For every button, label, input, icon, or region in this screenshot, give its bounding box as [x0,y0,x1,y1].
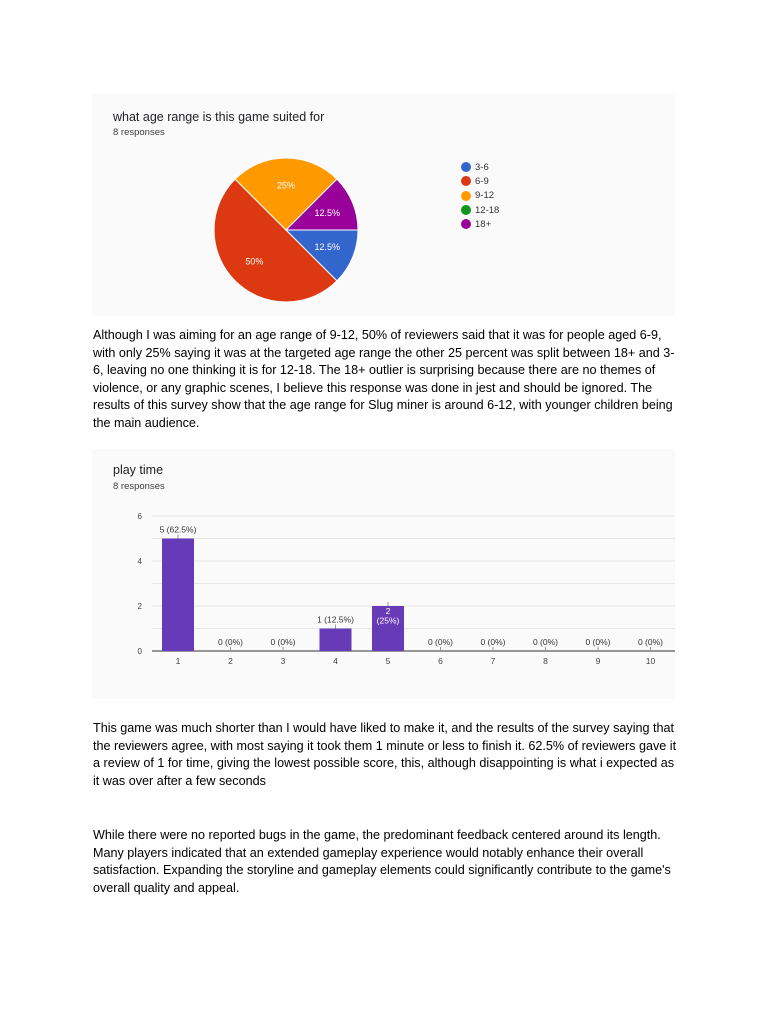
age-range-chart-card [92,94,675,316]
legend-item-12-18 [461,203,499,217]
response-count: 8 responses [113,481,165,492]
x-tick-label: 2 [228,656,233,666]
legend-swatch [461,162,471,172]
x-tick-label: 1 [175,656,181,666]
age-analysis-paragraph: Although I was aiming for an age range of 9-12, 50% of reviewers said that it was for people aged 6-9, with only 25% saying it was at the targeted age range the other 25 percent was split between 18+ and 3-6, leaving no one thinking it is for 12-18. The 18+ outlier is surprising because there are no themes of violence, or any graphic scenes, I believe this response was done in jest and should be ignored. The results of this survey show that the age range for Slug miner is around 6-12, with younger children being the main audience. [93,328,675,430]
play-time-analysis-paragraph: This game was much shorter than I would have liked to make it, and the results of the survey saying that the reviewers agree, with most saying it took them 1 minute or less to finish it. 62.5% of reviewers gave it a review of 1 for time, giving the lowest possible score, this, although disappointing is what i expected as it was over after a few seconds [93,721,677,788]
pie-slice-label: 50% [245,256,264,267]
data-label: 2 (25%) [376,606,400,626]
x-tick-label: 3 [280,656,286,666]
legend-label: 6-9 [475,175,489,187]
pie-chart [92,94,675,316]
bar-chart [92,449,675,699]
y-tick-label: 2 [137,602,142,611]
data-label: 0 (0%) [585,637,611,647]
pie-slice-label: 12.5% [314,242,341,253]
data-label: 5 (62.5%) [159,524,197,535]
data-label: 0 (0%) [637,637,664,647]
response-count: 8 responses [113,127,165,138]
x-tick-label: 5 [385,656,391,666]
x-tick-label: 4 [333,656,338,666]
legend-item-6-9 [461,174,499,188]
legend-label: 3-6 [475,161,489,173]
x-tick-label: 8 [543,656,548,666]
legend-item-3-6 [461,160,499,174]
pie-slice-label: 25% [276,180,296,191]
legend-swatch [461,191,471,201]
chart-title: play time [113,463,164,477]
data-label: 0 (0%) [532,637,559,647]
data-label: 0 (0%) [427,637,454,647]
data-label: 1 (12.5%) [317,614,354,625]
data-label: 0 (0%) [217,637,244,647]
x-tick-label: 7 [490,656,496,666]
pie-slice-label: 12.5% [314,207,341,218]
data-label: 0 (0%) [480,637,506,647]
legend-label: 12-18 [475,204,500,216]
x-tick-label: 9 [595,656,601,666]
y-tick-label: 6 [137,512,142,521]
legend-item-18+ [461,217,499,231]
conclusion-paragraph: While there were no reported bugs in the game, the predominant feedback centered around its length. Many players indicated that an extended gameplay experience would notably enhance their overall satisfaction. Expanding the storyline and gameplay elements could significantly contribute to the game's overall quality and appeal. [93,828,671,895]
legend-swatch [461,219,471,229]
bar-4 [320,629,352,652]
data-label: 0 (0%) [270,637,296,647]
legend-swatch [461,205,471,215]
x-tick-label: 10 [645,656,656,666]
legend-label: 18+ [475,218,492,230]
pie-legend [461,160,499,231]
x-tick-label: 6 [438,656,443,666]
legend-item-9-12 [461,189,499,203]
play-time-chart-card [92,449,675,699]
chart-title: what age range is this game suited for [113,110,325,124]
bar-1 [162,539,194,652]
y-tick-label: 0 [137,647,142,656]
y-tick-label: 4 [137,557,142,566]
legend-swatch [461,176,471,186]
legend-label: 9-12 [475,190,495,202]
